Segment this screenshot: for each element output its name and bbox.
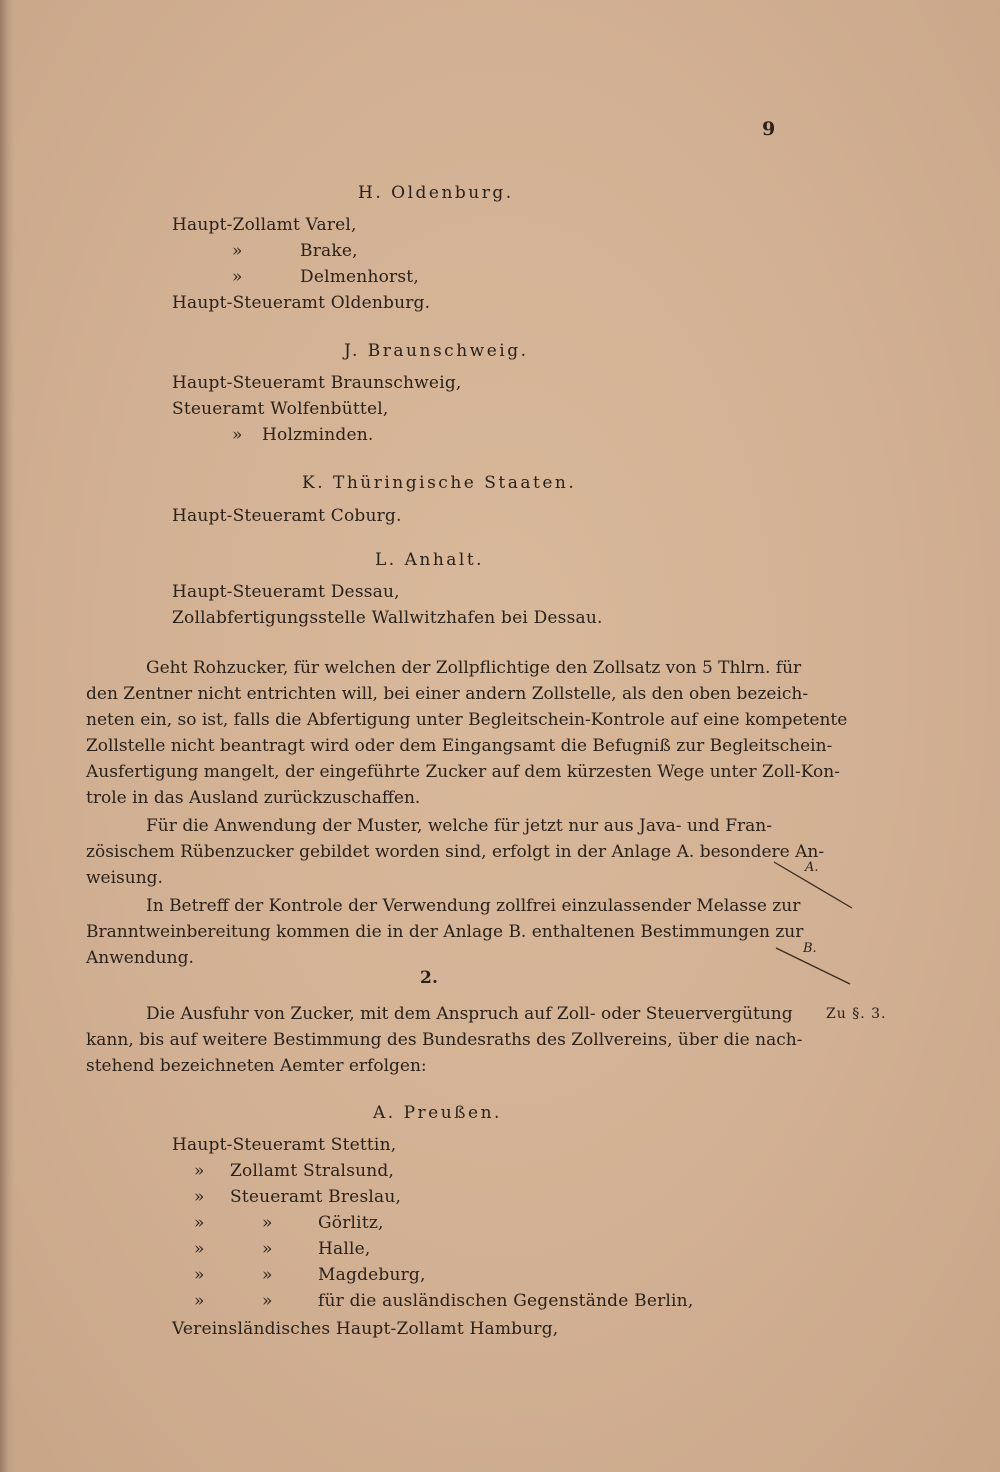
- ditto-mark: »: [232, 425, 243, 445]
- paragraph-line: kann, bis auf weitere Bestimmung des Bundesraths des Zollvereins, über die nach-: [86, 1030, 803, 1050]
- paragraph-line: Ausfertigung mangelt, der eingeführte Zucker auf dem kürzesten Wege unter Zoll-Kon-: [86, 762, 840, 782]
- list-item: Halle,: [318, 1239, 371, 1259]
- ditto-mark: »: [262, 1265, 273, 1285]
- page-edge: [0, 0, 14, 1472]
- list-item: Haupt-Steueramt Dessau,: [172, 582, 400, 602]
- list-item: Steueramt Breslau,: [230, 1187, 402, 1207]
- paragraph-line: In Betreff der Kontrole der Verwendung zollfrei einzulassender Melasse zur: [146, 896, 801, 916]
- ditto-mark: »: [262, 1213, 273, 1233]
- section-number: 2.: [420, 968, 439, 988]
- paragraph-line: Für die Anwendung der Muster, welche für jetzt nur aus Java- und Fran-: [146, 816, 772, 836]
- paragraph-line: den Zentner nicht entrichten will, bei einer andern Zollstelle, als den oben bezeich-: [86, 684, 809, 704]
- paragraph-line: Zollstelle nicht beantragt wird oder dem Eingangsamt die Befugniß zur Begleitschein-: [86, 736, 833, 756]
- paragraph-line: Anwendung.: [86, 948, 194, 968]
- list-item: Haupt-Zollamt Varel,: [172, 215, 357, 235]
- list-item: Haupt-Steueramt Coburg.: [172, 506, 402, 526]
- list-item: Delmenhorst,: [300, 267, 419, 287]
- paragraph-line: Branntweinbereitung kommen die in der Anlage B. enthaltenen Bestimmungen zur: [86, 922, 804, 942]
- paragraph-line: trole in das Ausland zurückzuschaffen.: [86, 788, 421, 808]
- paragraph-line: Geht Rohzucker, für welchen der Zollpflichtige den Zollsatz von 5 Thlrn. für: [146, 658, 802, 678]
- heading-braunschweig: J. Braunschweig.: [344, 341, 529, 361]
- paragraph-line: zösischem Rübenzucker gebildet worden sind, erfolgt in der Anlage A. besondere An-: [86, 842, 825, 862]
- ditto-mark: »: [194, 1265, 205, 1285]
- margin-reference: Zu §. 3.: [826, 1006, 887, 1022]
- heading-thueringen: K. Thüringische Staaten.: [302, 473, 577, 493]
- ditto-mark: »: [262, 1291, 273, 1311]
- list-item: Zollabfertigungsstelle Wallwitzhafen bei Dessau.: [172, 608, 603, 628]
- list-item: für die ausländischen Gegenstände Berlin,: [318, 1291, 694, 1311]
- ditto-mark: »: [194, 1187, 205, 1207]
- margin-note-a: A.: [805, 860, 819, 875]
- list-item: Haupt-Steueramt Oldenburg.: [172, 293, 431, 313]
- list-item: Haupt-Steueramt Braunschweig,: [172, 373, 462, 393]
- list-item: Holzminden.: [262, 425, 374, 445]
- heading-anhalt: L. Anhalt.: [375, 550, 485, 570]
- list-item: Zollamt Stralsund,: [230, 1161, 395, 1181]
- list-item: Brake,: [300, 241, 358, 261]
- heading-oldenburg: H. Oldenburg.: [358, 183, 514, 203]
- paragraph-line: neten ein, so ist, falls die Abfertigung unter Begleitschein-Kontrole auf eine kompetente: [86, 710, 848, 730]
- ditto-mark: »: [194, 1161, 205, 1181]
- page-number: 9: [762, 118, 776, 140]
- ditto-mark: »: [262, 1239, 273, 1259]
- paragraph-line: Die Ausfuhr von Zucker, mit dem Anspruch auf Zoll- oder Steuervergütung: [146, 1004, 793, 1024]
- list-item: Magdeburg,: [318, 1265, 426, 1285]
- paragraph-line: weisung.: [86, 868, 163, 888]
- ditto-mark: »: [232, 267, 243, 287]
- ditto-mark: »: [194, 1291, 205, 1311]
- paragraph-line: stehend bezeichneten Aemter erfolgen:: [86, 1056, 427, 1076]
- heading-preussen: A. Preußen.: [373, 1103, 502, 1123]
- margin-note-b: B.: [803, 941, 817, 956]
- list-item: Steueramt Wolfenbüttel,: [172, 399, 389, 419]
- list-item: Görlitz,: [318, 1213, 384, 1233]
- ditto-mark: »: [194, 1213, 205, 1233]
- ditto-mark: »: [194, 1239, 205, 1259]
- ditto-mark: »: [232, 241, 243, 261]
- list-item: Haupt-Steueramt Stettin,: [172, 1135, 397, 1155]
- list-item: Vereinsländisches Haupt-Zollamt Hamburg,: [172, 1319, 559, 1339]
